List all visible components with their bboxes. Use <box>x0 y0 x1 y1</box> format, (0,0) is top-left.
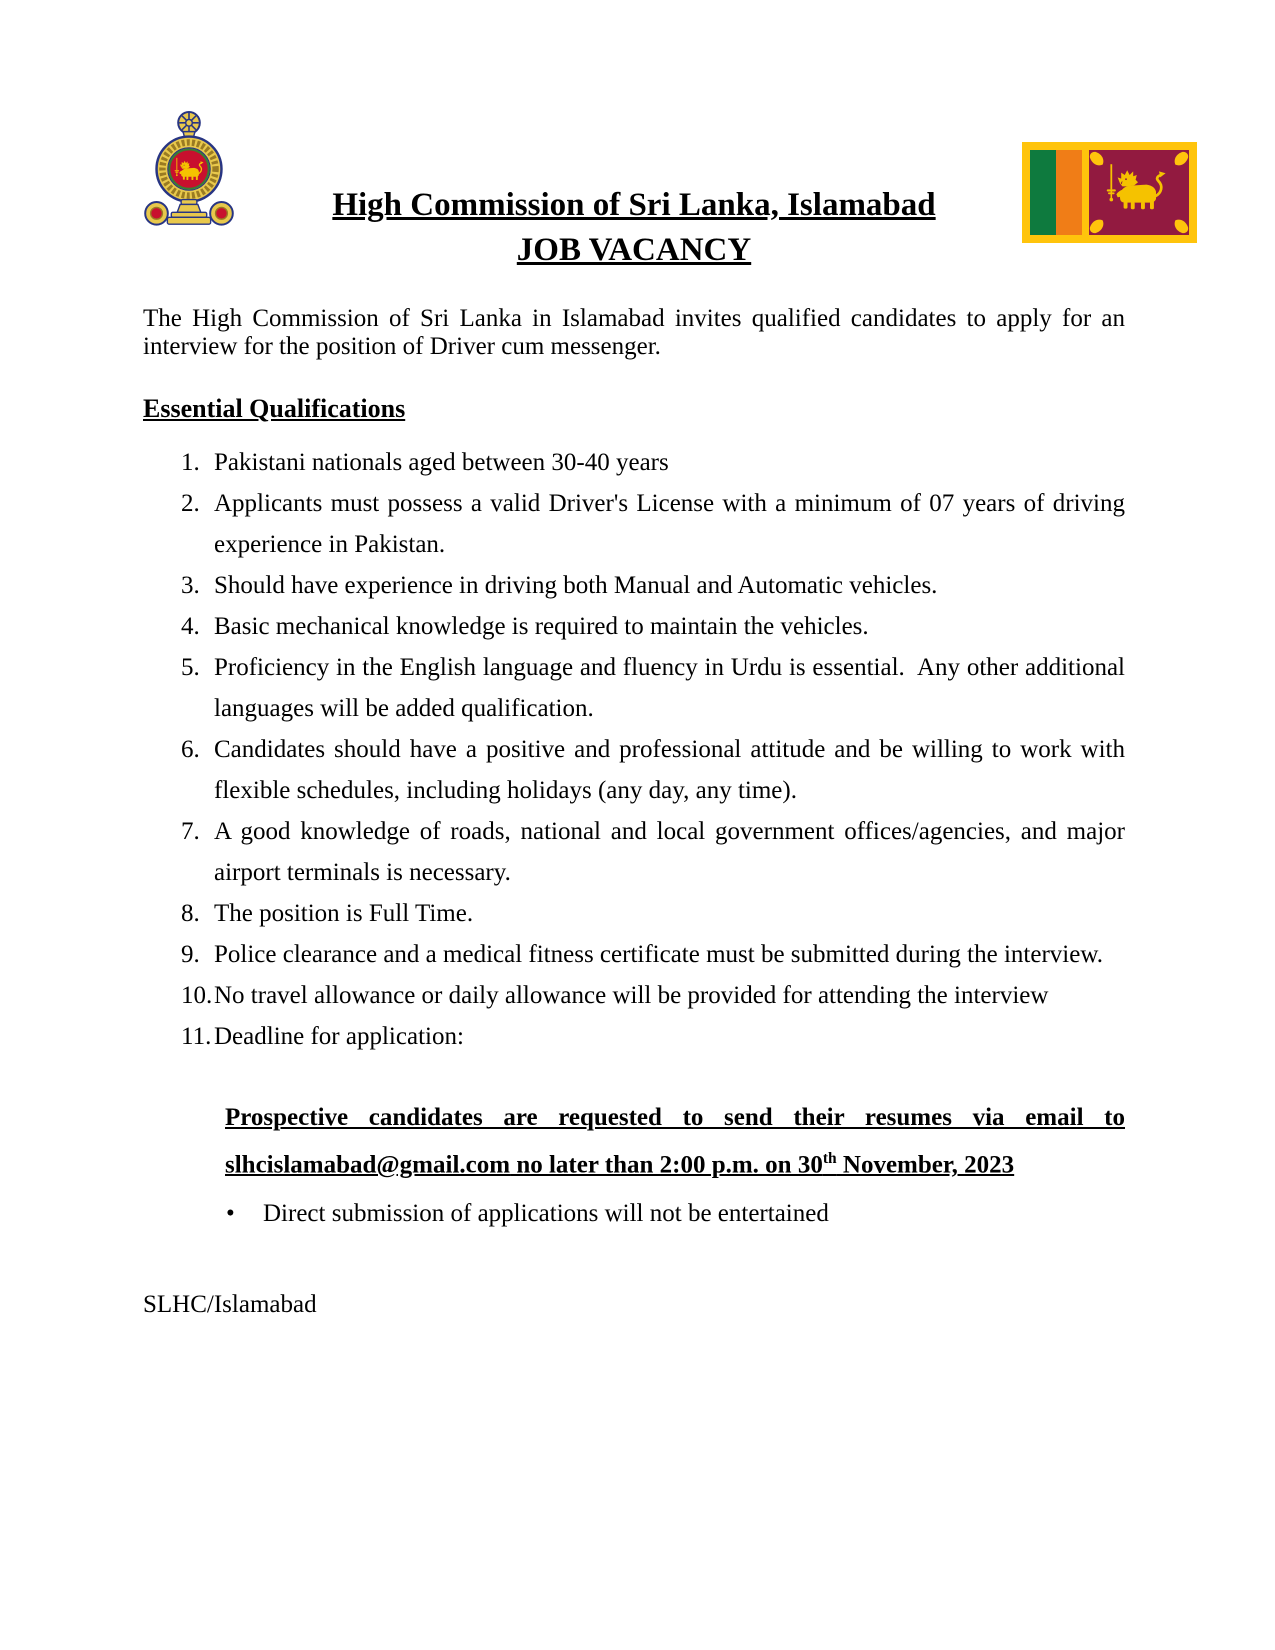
page-subtitle: JOB VACANCY <box>516 232 752 268</box>
qualification-item <box>143 975 1125 1016</box>
qualification-text: Deadline for application: <box>214 1023 464 1050</box>
document-header <box>143 183 1125 273</box>
qualification-text: A good knowledge of roads, national and local government offices/agencies, and major airport terminals is necessary. <box>214 818 1125 886</box>
qualification-item <box>143 483 1125 565</box>
qualification-text: Proficiency in the English language and fluency in Urdu is essential. Any other additional languages will be added qualification. <box>214 654 1125 722</box>
list-number: 10. <box>181 982 213 1009</box>
qualification-text: Pakistani nationals aged between 30-40 years <box>214 449 669 476</box>
bullet-note-row <box>143 1193 1125 1234</box>
list-number: 1. <box>181 449 200 476</box>
qualification-item <box>143 442 1125 483</box>
list-number: 6. <box>181 736 200 763</box>
list-number: 9. <box>181 941 200 968</box>
email-link[interactable]: slhcislamabad@gmail.com <box>225 1151 511 1179</box>
ordinal-superscript: th <box>822 1150 837 1167</box>
qualifications-list <box>143 442 1125 1057</box>
qualification-text: Basic mechanical knowledge is required to maintain the vehicles. <box>214 613 869 640</box>
list-number: 11. <box>181 1023 212 1050</box>
page-title: High Commission of Sri Lanka, Islamabad <box>332 187 936 223</box>
qualification-item <box>143 811 1125 893</box>
qualification-item <box>143 565 1125 606</box>
qualification-text: Should have experience in driving both Manual and Automatic vehicles. <box>214 572 938 599</box>
bullet-icon: • <box>226 1200 235 1228</box>
qualification-text: No travel allowance or daily allowance will be provided for attending the interview <box>214 982 1049 1009</box>
section-heading: Essential Qualifications <box>143 394 406 423</box>
list-number: 2. <box>181 490 200 517</box>
qualification-text: The position is Full Time. <box>214 900 474 927</box>
intro-paragraph: The High Commission of Sri Lanka in Islamabad invites qualified candidates to apply for an interview for the position of Driver cum messenger. <box>143 305 1125 360</box>
list-number: 8. <box>181 900 200 927</box>
list-number: 3. <box>181 572 200 599</box>
qualification-item <box>143 934 1125 975</box>
qualification-item <box>143 1016 1125 1057</box>
document-body <box>143 305 1125 1320</box>
qualification-item <box>143 729 1125 811</box>
qualification-text: Candidates should have a positive and professional attitude and be willing to work with flexible schedules, including holidays (any day, any time). <box>214 736 1125 804</box>
qualification-item <box>143 893 1125 934</box>
document-reference: SLHC/Islamabad <box>143 1291 317 1319</box>
bullet-note-text: Direct submission of applications will not be entertained <box>263 1200 829 1228</box>
list-number: 5. <box>181 654 200 681</box>
qualification-item <box>143 647 1125 729</box>
qualification-item <box>143 606 1125 647</box>
qualification-text: Applicants must possess a valid Driver's License with a minimum of 07 years of driving experience in Pakistan. <box>214 490 1125 558</box>
deadline-text-after: November, 2023 <box>836 1151 1015 1179</box>
qualification-text: Police clearance and a medical fitness certificate must be submitted during the interview. <box>214 941 1104 968</box>
deadline-text-before: Prospective candidates are requested to send their resumes via email to <box>225 1104 1125 1131</box>
list-number: 7. <box>181 818 200 845</box>
list-number: 4. <box>181 613 200 640</box>
deadline-text-middle: no later than 2:00 p.m. on 30 <box>510 1151 823 1179</box>
deadline-paragraph <box>225 1097 1125 1185</box>
